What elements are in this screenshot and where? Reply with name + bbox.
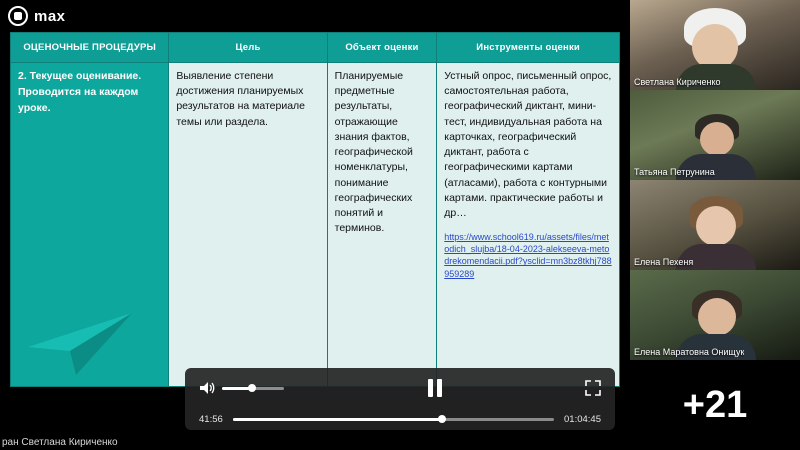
volume-icon[interactable] — [199, 381, 215, 395]
cell-procedure: 2. Текущее оценивание. Проводится на каждом уроке. — [11, 63, 169, 387]
app-brand — [8, 6, 66, 26]
table-header-procedures: ОЦЕНОЧНЫЕ ПРОЦЕДУРЫ — [11, 33, 169, 63]
seek-slider[interactable] — [233, 418, 554, 421]
participant-name: Елена Маратовна Онищук — [634, 347, 745, 357]
participant-tile[interactable] — [630, 90, 800, 180]
avatar — [698, 298, 736, 336]
methodology-link[interactable]: https://www.school619.ru/assets/files/metodich_slujba/18-04-2023-alekseeva-metodrekomendacii.pdf?ysclid=mn3bz8tkhj788959289 — [444, 232, 612, 279]
avatar — [696, 206, 736, 246]
overflow-participants-count: +21 — [682, 383, 748, 426]
table-header-row — [11, 33, 620, 63]
app-brand-label: max — [34, 7, 66, 25]
pause-icon — [428, 379, 433, 397]
pause-button[interactable] — [428, 379, 442, 397]
video-player-controls[interactable] — [185, 368, 615, 408]
seek-knob[interactable] — [438, 415, 446, 423]
overflow-participants-tile[interactable] — [630, 360, 800, 450]
participant-name: Светлана Кириченко — [634, 77, 721, 87]
participant-tile[interactable] — [630, 270, 800, 360]
pause-icon-bar-2 — [437, 379, 442, 397]
screen-share-caption: ран Светлана Кириченко — [2, 437, 118, 448]
presentation-slide — [10, 32, 620, 387]
cell-instruments — [437, 63, 620, 387]
volume-control[interactable] — [199, 381, 284, 395]
participant-name: Елена Пехеня — [634, 257, 694, 267]
participant-tile[interactable] — [630, 0, 800, 90]
seek-bar-row[interactable] — [185, 408, 615, 430]
fullscreen-icon[interactable] — [585, 380, 601, 396]
cell-goal: Выявление степени достижения планируемых результатов на материале темы или раздела. — [169, 63, 327, 387]
total-time-label: 01:04:45 — [564, 413, 601, 425]
table-header-goal: Цель — [169, 33, 327, 63]
volume-slider[interactable] — [222, 387, 284, 390]
table-header-instruments: Инструменты оценки — [437, 33, 620, 63]
current-time-label: 41:56 — [199, 413, 223, 425]
participant-name: Татьяна Петрунина — [634, 167, 715, 177]
cell-object: Планируемые предметные результаты, отражающие знания фактов, географической номенклатуры, понимание географических понятий и терминов. — [327, 63, 437, 387]
participants-rail — [630, 0, 800, 450]
max-logo-icon — [8, 6, 28, 26]
paper-plane-icon — [24, 307, 144, 377]
cell-instruments-text: Устный опрос, письменный опрос, самостоятельная работа, географический диктант, мини-тест, индивидуальная работа на карточках, географический диктант, работа с географическими картами (атласами), работа с контурными картами. практические работы и др… — [444, 70, 612, 219]
participant-tile[interactable] — [630, 180, 800, 270]
avatar — [700, 122, 734, 156]
seek-progress-fill — [233, 418, 442, 421]
volume-knob[interactable] — [248, 384, 256, 392]
table-header-object: Объект оценки — [327, 33, 437, 63]
